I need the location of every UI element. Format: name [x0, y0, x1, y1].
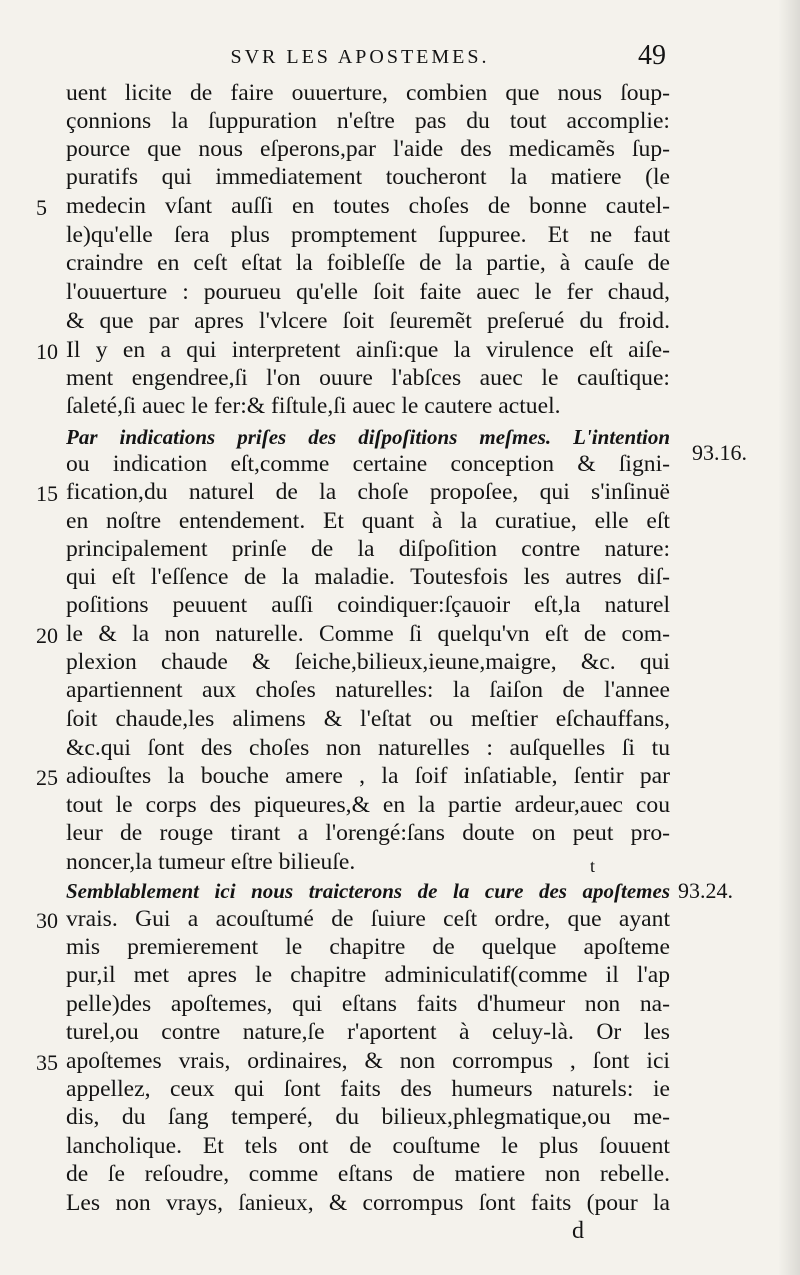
text-line: çonnions la ſuppuration n'eſtre pas du tout accomplie:	[66, 108, 670, 134]
line-number: 5	[36, 195, 47, 220]
line-number: 35	[36, 1050, 58, 1075]
section-heading-line: Par indications priſes des diſpoſitions meſmes. L'intention	[66, 425, 670, 449]
text-line: l'ouuerture : pourueu qu'elle ſoit faite auec le fer chaud,	[66, 279, 670, 305]
section-heading-line: Semblablement ici nous traicterons de la cure des apoſtemes	[66, 879, 670, 903]
text-line: pelle)des apoſtemes, qui eſtans faits d'humeur non na-	[66, 991, 670, 1017]
text-line: le)qu'elle ſera plus promptement ſuppuree. Et ne faut	[66, 222, 670, 248]
text-line: appellez, ceux qui ſont faits des humeurs naturels: ie	[66, 1076, 670, 1102]
text-line: pur,il met apres le chapitre adminiculatif(comme il l'ap	[66, 962, 670, 988]
text-line: tout le corps des piqueures,& en la partie ardeur,auec cou	[66, 792, 670, 818]
text-line: ſaleté,ſi auec le fer:& fiſtule,ſi auec le cautere actuel.	[66, 393, 561, 419]
text-line: turel,ou contre nature,ſe r'aportent à celuy-là. Or les	[66, 1019, 670, 1045]
text-line: uent licite de faire ouuerture, combien que nous ſoup-	[66, 80, 670, 106]
text-line: ment engendree,ſi l'on ouure l'abſces auec le cauſtique:	[66, 365, 670, 391]
text-line: plexion chaude & ſeiche,bilieux,ieune,maigre, &c. qui	[66, 649, 670, 675]
marginal-note: 93.16.	[692, 440, 747, 465]
text-line: medecin vſant auſſi en toutes choſes de bonne cautel-	[66, 193, 670, 219]
line-number: 15	[36, 481, 58, 506]
text-line: puratifs qui immediatement toucheront la matiere (le	[66, 164, 670, 190]
text-line: &c.qui ſont des choſes non naturelles : auſquelles ſi tu	[66, 735, 670, 761]
text-line: & que par apres l'vlcere ſoit ſeuremẽt preſerué du froid.	[66, 308, 670, 334]
text-line: Les non vrays, ſanieux, & corrompus ſont faits (pour la	[66, 1190, 670, 1216]
text-line: apartiennent aux choſes naturelles: la ſaiſon de l'annee	[66, 677, 670, 703]
text-line: qui eſt l'eſſence de la maladie. Toutesfois les autres diſ-	[66, 564, 670, 590]
text-line: en noſtre entendement. Et quant à la curatiue, elle eſt	[66, 508, 670, 534]
stray-mark: t	[590, 856, 596, 876]
line-number: 30	[36, 908, 58, 933]
text-line: Il y en a qui interpretent ainſi:que la virulence eſt aiſe-	[66, 337, 670, 363]
text-line: poſitions peuuent auſſi coindiquer:ſçauoir eſt,la naturel	[66, 592, 670, 618]
text-line: vrais. Gui a acouſtumé de ſuiure ceſt ordre, que ayant	[66, 906, 670, 932]
text-line: principalement prinſe de la diſpoſition contre nature:	[66, 536, 670, 562]
line-number: 20	[36, 623, 58, 648]
text-line: de ſe reſoudre, comme eſtans de matiere non rebelle.	[66, 1161, 670, 1187]
text-line: fication,du naturel de la choſe propoſee, qui s'inſinuë	[66, 479, 670, 505]
text-line: noncer,la tumeur eſtre bilieuſe.	[66, 849, 356, 875]
text-line: leur de rouge tirant a l'orengé:ſans doute on peut pro-	[66, 820, 670, 846]
text-line: apoſtemes vrais, ordinaires, & non corrompus , ſont ici	[66, 1048, 670, 1074]
text-line: dis, du ſang temperé, du bilieux,phlegmatique,ou me-	[66, 1104, 670, 1130]
text-line: le & la non naturelle. Comme ſi quelqu'vn eſt de com-	[66, 621, 670, 647]
line-number: 25	[36, 765, 58, 790]
line-number: 10	[36, 339, 58, 364]
page-edge-shadow	[778, 0, 800, 1275]
page-number: 49	[638, 40, 666, 71]
running-title: SVR LES APOSTEMES.	[230, 46, 490, 68]
signature-mark: d	[572, 1218, 584, 1244]
text-line: mis premierement le chapitre de quelque apoſteme	[66, 934, 670, 960]
marginal-note: 93.24.	[678, 878, 733, 903]
text-line: craindre en ceſt eſtat la foibleſſe de la partie, à cauſe de	[66, 250, 670, 276]
text-line: pource que nous eſperons,par l'aide des medicamẽs ſup-	[66, 136, 670, 162]
text-line: ou indication eſt,comme certaine conception & ſigni-	[66, 451, 670, 477]
text-line: lancholique. Et tels ont de couſtume le plus ſouuent	[66, 1133, 670, 1159]
text-line: ſoit chaude,les alimens & l'eſtat ou meſtier eſchauffans,	[66, 706, 670, 732]
text-line: adiouſtes la bouche amere , la ſoif inſatiable, ſentir par	[66, 763, 670, 789]
